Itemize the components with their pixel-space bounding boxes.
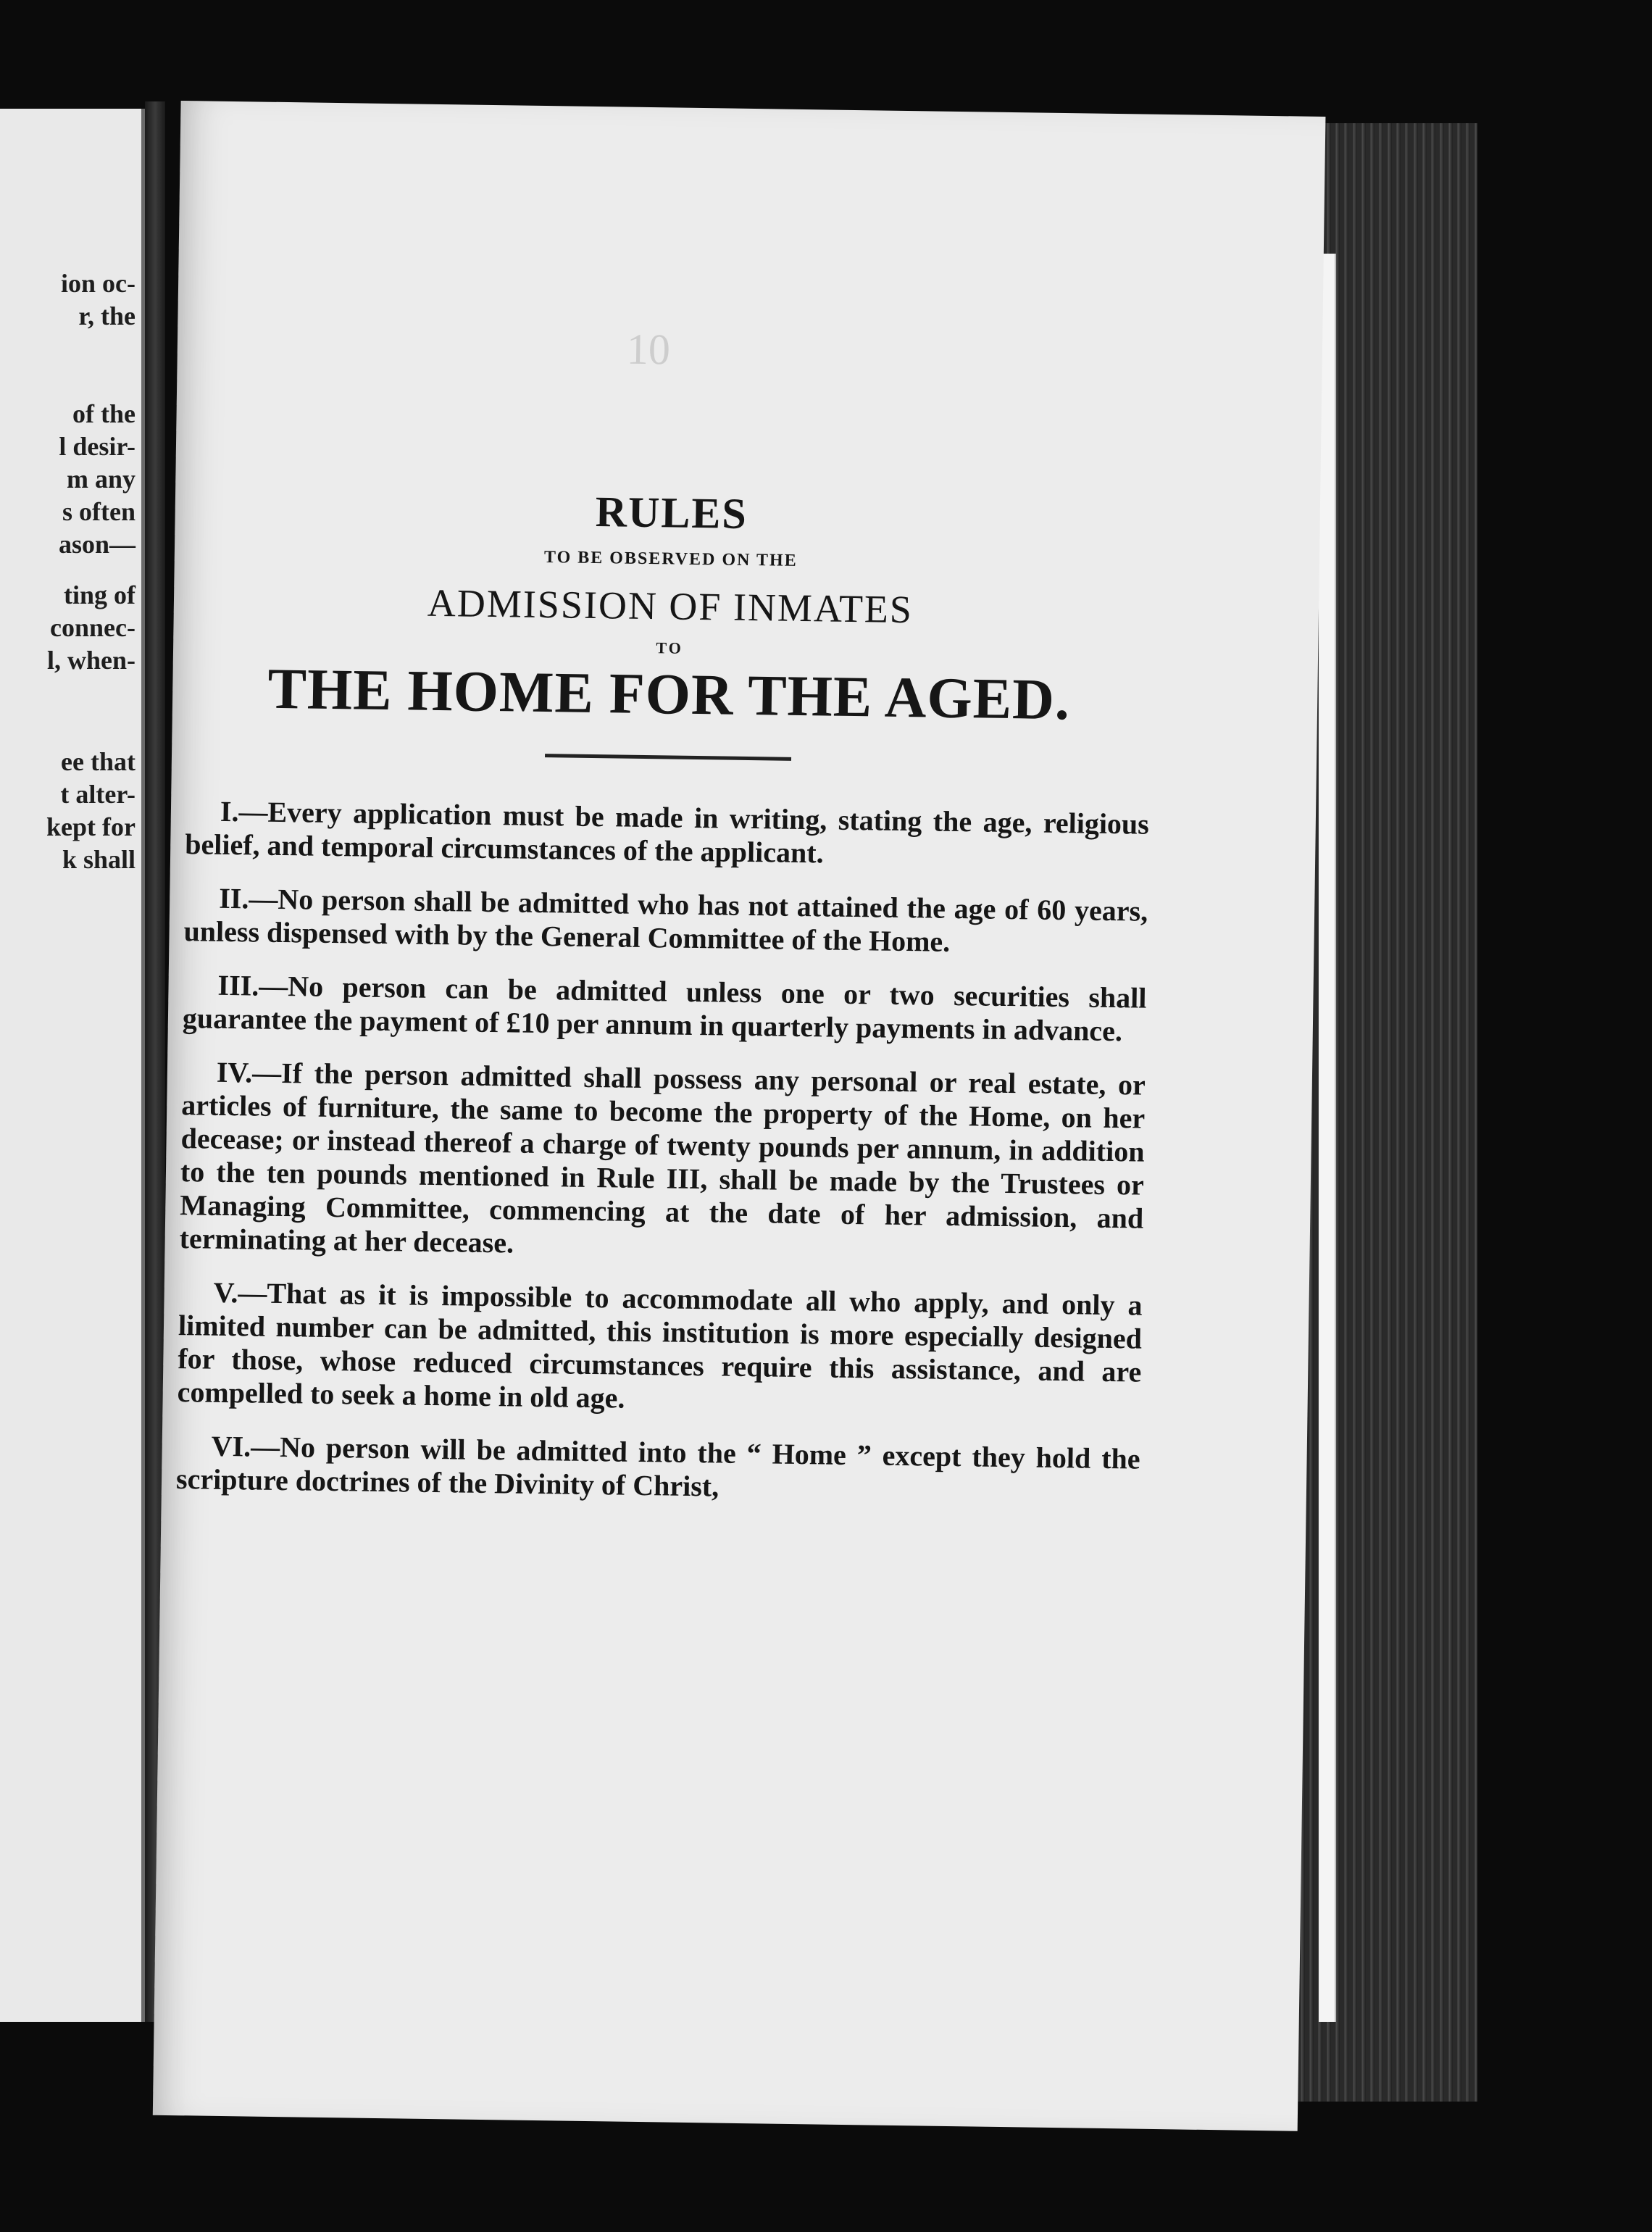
left-page-text-fragment: connec-: [50, 613, 135, 642]
left-page-text-fragment: r, the: [78, 301, 135, 330]
rules-document: [175, 481, 1154, 1529]
title-divider: [545, 754, 791, 761]
main-page: [153, 101, 1326, 2131]
document-title: RULES: [595, 488, 748, 538]
rule-item: III.—No person can be admitted unless one or two securities shall guarantee the payment of £10 per annum in quarterly payments in advance.: [182, 968, 1147, 1048]
rules-list: [176, 794, 1149, 1509]
left-page-text-fragment: k shall: [62, 845, 135, 874]
rule-item: I.—Every application must be made in writing, stating the age, religious belief, and temporal circumstances of the applicant.: [184, 794, 1150, 870]
subtitle-observed: TO BE OBSERVED ON THE: [543, 548, 798, 570]
left-page-text-fragment: ason—: [58, 530, 135, 559]
left-page-text-fragment: m any: [66, 465, 135, 494]
left-page-text-fragment: kept for: [46, 812, 135, 841]
left-page-text-fragment: l desir-: [59, 432, 135, 461]
rule-item: V.—That as it is impossible to accommodate all who apply, and only a limited number can be admitted, this institution is more especially designed for those, whose reduced circumstances require this assistance, and are compelled to seek a home in old age.: [177, 1275, 1143, 1415]
subtitle-to: TO: [656, 638, 684, 657]
left-page-text-fragment: ion oc-: [61, 269, 135, 298]
left-page-text-fragment: ee that: [61, 747, 135, 776]
left-page-text-fragment: t alter-: [60, 780, 135, 809]
rule-item: VI.—No person will be admitted into the “ Home ” except they hold the scripture doctrines of the Divinity of Christ,: [175, 1429, 1140, 1503]
left-facing-page: [0, 109, 146, 2022]
left-page-text-fragment: of the: [72, 399, 135, 428]
bleed-through-page-number: 10: [626, 325, 671, 374]
rule-item: II.—No person shall be admitted who has not attained the age of 60 years, unless dispensed with by the General Committee of the Home.: [183, 881, 1148, 958]
rule-item: IV.—If the person admitted shall possess any personal or real estate, or articles of furniture, the same to become the property of the Home, on her decease; or instead thereof a charge of twenty pounds per annum, in addition to the ten pounds mentioned in Rule III, shall be made by the Trustees or Managing Committee, commencing at the date of her admission, and terminating at her decease.: [179, 1055, 1146, 1259]
left-page-text-fragment: ting of: [64, 580, 135, 609]
main-title: THE HOME FOR THE AGED.: [267, 657, 1071, 733]
left-page-text-fragment: l, when-: [46, 646, 135, 675]
left-page-text-fragment: s often: [62, 497, 135, 526]
subtitle-admission: ADMISSION OF INMATES: [427, 580, 914, 632]
page-edge-strip: [1319, 254, 1335, 2022]
